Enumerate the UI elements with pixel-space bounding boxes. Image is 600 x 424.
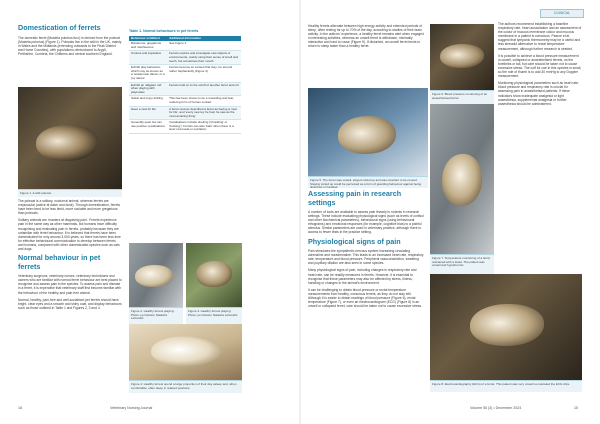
behaviour-table [129, 36, 241, 134]
table-header-behaviour: Behaviour exhibited [129, 36, 167, 42]
section-title-normal-behaviour: Normal behaviour in pet ferrets [18, 253, 101, 271]
sleeping-ferret-shape [151, 336, 221, 366]
figure-8-photo [430, 274, 582, 380]
right-column-1-top [308, 24, 424, 52]
figure-5-caption: Figure 5. The ferret was unwell, stayed curled up and was reluctant to be roused. Staying curled up could be perceived as a form of guarding behaviour against being disturbed or handled. [308, 176, 428, 188]
section-title-assessing-pain: Assessing pain in research settings [308, 189, 402, 207]
ferret-shape [196, 261, 232, 287]
table-cell-info: Ferrets hold on to the scruff of another ferret and roll [167, 82, 241, 96]
left-column-1 [18, 24, 122, 59]
table-row [129, 65, 241, 82]
left-journal-name: Veterinary Nursing Journal [110, 406, 153, 410]
table-row [129, 106, 241, 120]
curled-ferret-shape [338, 116, 396, 154]
table-cell-info: Vocalisations include dooking ('chuckling' or 'bucking'). Ferrets can also 'bark' when there is a level of arousal or excitation [167, 120, 241, 134]
paragraph-polecat-solitary: The polecat is a solitary, nocturnal animal, whereas ferrets are crepuscular (active at dawn and dusk). Through domestication, ferrets have been bred to be less timid, more sociable and more gregarious than polecats. [18, 199, 121, 216]
clinical-badge: CLINICAL [540, 9, 584, 18]
figure-3-photo [186, 243, 242, 307]
figure-6-caption: Figure 6. Blood pressure monitoring of an anaesthetised ferret. [430, 90, 494, 106]
paragraph-research-tools: A number of tools are available to assess pain linearly in rodents in research settings. These include evaluating physiological signs (such as levels of cortisol and other biochemical parameters), behavioural signs (using behavioural ethograms) and emotional responses (for example, cognitive bias) to a painful stimulus. Similar parameters are used in veterinary practice, although there is access to fewer tests in the practice setting. [308, 210, 424, 235]
table-cell-info: This has been shown to be a rewarding and fear-reducing form of human contact [167, 96, 241, 106]
page-gutter [299, 0, 301, 424]
right-column-1-body [308, 190, 424, 311]
figure-7-caption: Figure 7. Temperature monitoring of a ferret restrained with a towel. The patient was unwell and hypothermic. [430, 254, 494, 274]
table-header-info: Additional information [167, 36, 241, 42]
paragraph-pain-disguise: Solitary animals are 'masters at disguising pain'. Ferrets experience pain in the same way as other mammals, but humans have difficulty recognising and evaluating pain in ferrets, probably because they are unfamiliar with ferret behaviour. It is believed that ferrets have been domesticated for only around 3,000 years, so there has been less time for effective behavioural communication to develop between ferrets and humans, compared with other domesticated species such as cats and dogs. [18, 218, 121, 252]
table-row [129, 41, 241, 51]
table-cell-behaviour: Curious and inquisitive [129, 51, 167, 65]
table-cell-behaviour: Have a zest for life [129, 106, 167, 120]
table-1-normal-behaviours [129, 30, 241, 134]
left-page-number: 18 [18, 406, 22, 410]
table-cell-info: Ferrets become so excited that they run around rather haphazardly (Figure 3) [167, 65, 241, 82]
paragraph-challenges: It can be challenging to obtain blood pressure or rectal temperature measurements from healthy, conscious ferrets, as they do not stay still. Although it is easier to obtain readings of blood pressure (Figure 6), rectal temperature (Figure 7), or even an electrocardiogram (ECG) (Figure 8) in an unwell or collapsed ferret, care should be taken not to cause excessive stress. [308, 287, 422, 309]
right-column-2 [498, 22, 582, 109]
paragraph-sympathetic: Pain stimulates the sympathetic nervous system increasing circulating adrenaline and noradrenaline. This leads to an increased heart rate, respiratory rate, temperature and blood pressure. Peripheral vasoconstriction, sweating and pupillary dilation are also seen in some species. [308, 249, 424, 266]
paragraph-baseline: The authors recommend establishing a baseline respiratory rate, heart auscultation and an assessment of the colour of mucous membrane colour and mucous membrane in a patient is conscious. Pearce et al. suggest that tympanic thermometry may be a useful and less stressful alternative to rectal temperature measurement, although further research is needed. [498, 22, 582, 51]
left-column-1-body [18, 199, 122, 313]
table-cell-info: See Figure 2 [167, 41, 241, 51]
right-page-number: 15 [574, 406, 578, 410]
figure-2-caption: Figure 2. Healthy ferrets playing. Photo: permission Natasha Lefcowitz. [129, 307, 183, 324]
figure-1-caption: Figure 1. A wild polecat. [18, 189, 122, 197]
ferret-shape [135, 265, 173, 287]
figure-6-photo [430, 24, 494, 90]
table-cell-behaviour: Exhibit an 'alligator roll' when playing with playmates [129, 82, 167, 96]
table-row [129, 51, 241, 65]
table-cell-behaviour: Solicit and enjoy tickling [129, 96, 167, 106]
figure-5-photo [308, 88, 428, 176]
table-cell-info: Ferrets explore and investigate new objects or environments, mainly using their sense of smell and touch, but sometimes their mouth [167, 51, 241, 65]
right-issue-info: Volume 55 (3) • December 2024 [470, 406, 522, 410]
figure-8-caption: Figure 8. Electrocardiography (ECG) of a ferret. This patient was very unwell so tolerated the ECG clips. [430, 380, 582, 392]
figure-3-caption: Figure 3. Healthy ferrets playing. Photo: permission Natasha Lefcowitz. [186, 307, 242, 324]
table-row [129, 82, 241, 96]
figure-4-caption: Figure 4. Healthy ferrets spend a large proportion of their day asleep and, when comfortable, often sleep in relaxed positions. [129, 380, 242, 393]
paragraph-blood-pressure: It is possible to achieve a blood pressure measurement in unwell, collapsed or anaesthetised ferrets, on the forelimbs or tail, but care should be taken not to cause excessive stress. The cuff for use in this species is small, so the rule of thumb is to add 30 mmHg to any Doppler measurement. [498, 53, 582, 79]
table-row [129, 96, 241, 106]
table-cell-behaviour: Boisterous, gregarious and mischievous [129, 41, 167, 51]
anaesthetised-ferret-shape [440, 44, 484, 68]
paragraph-vet-staff: Veterinary surgeons, veterinary nurses, veterinary technicians and owners who are familiar with normal ferret behaviour are best placed to recognise and assess pain in the species. To assess pain and disease in a ferret, it is imperative that veterinary staff first become familiar with the behaviour of the healthy and pain-free animal. [18, 274, 122, 295]
table-row [129, 120, 241, 134]
figure-1-polecat-photo [18, 87, 122, 189]
paragraph-measuring-signs: Many physiological signs of pain, including changes in respiratory rate and heart rate, can be readily measured in ferrets. However, it is essential to recognise that these parameters may also be affected by stress, illness, handling or changes in the animal's environment. [308, 268, 417, 285]
section-title-domestication: Domestication of ferrets [18, 23, 101, 32]
table-cell-behaviour: Exhibit play behaviour, which may be known as a 'weasel war dance' or a 'joy dance' [129, 65, 167, 82]
table-1-title: Table 1. Normal behaviours in pet ferrets [129, 29, 199, 33]
paragraph-monitoring: Monitoring physiological parameters such as heart rate, blood pressure and respiratory rate is crucial for assessing pain in anaesthetised patients. If these indicators show inadequate analgesia or light anaesthesia, supplemental analgesia or further anaesthesia should be administered. [498, 81, 579, 106]
polecat-shape [36, 125, 98, 161]
figure-7-photo [430, 104, 494, 254]
paragraph-healthy-ferrets: Normal, healthy, pain-free and well-socialised pet ferrets should have bright, clear eyes and a smooth and shiny coat, and display behaviours such as those outlined in Table 1 and Figures 2, 3 and 4. [18, 297, 122, 310]
table-cell-info: A ferret rescuer described a ferret as having a 'zest for life', and 'every new toy he had, he saw as the most amazing thing' [167, 106, 241, 120]
ecg-ferret-shape [470, 304, 544, 346]
figure-2-photo [129, 243, 183, 307]
towel-restrained-ferret-shape [442, 154, 482, 206]
intro-paragraph: The domestic ferret (Mustela putorius furo) is derived from the polecat (Mustela putorius) (Figure 1). Polecats live in the wild in the UK, mainly in Wales and the Midlands (extending outwards to the Peak District and Home Counties), with populations reintroduced to Argyll, Perthshire, Cumbria, the Chilterns and central southern England. [18, 35, 122, 56]
section-title-physiological-signs: Physiological signs of pain [308, 236, 401, 246]
paragraph-sleep-activity: Healthy ferrets alternate between high energy activity and extended periods of sleep, often resting for up to 70% of the day, according to studies of their brain activity. In the authors' experience, a healthy ferret remains alert when engaged in interesting activities, whereas an unwell ferret is withdrawn, minimally interactive and hard to rouse (Figure 5). If disturbed, an unwell ferret tends to return to sleep faster than a healthy ferret. [308, 24, 424, 49]
figure-4-photo [129, 324, 242, 380]
table-cell-behaviour: Generally quiet but can use positive vocalisations [129, 120, 167, 134]
